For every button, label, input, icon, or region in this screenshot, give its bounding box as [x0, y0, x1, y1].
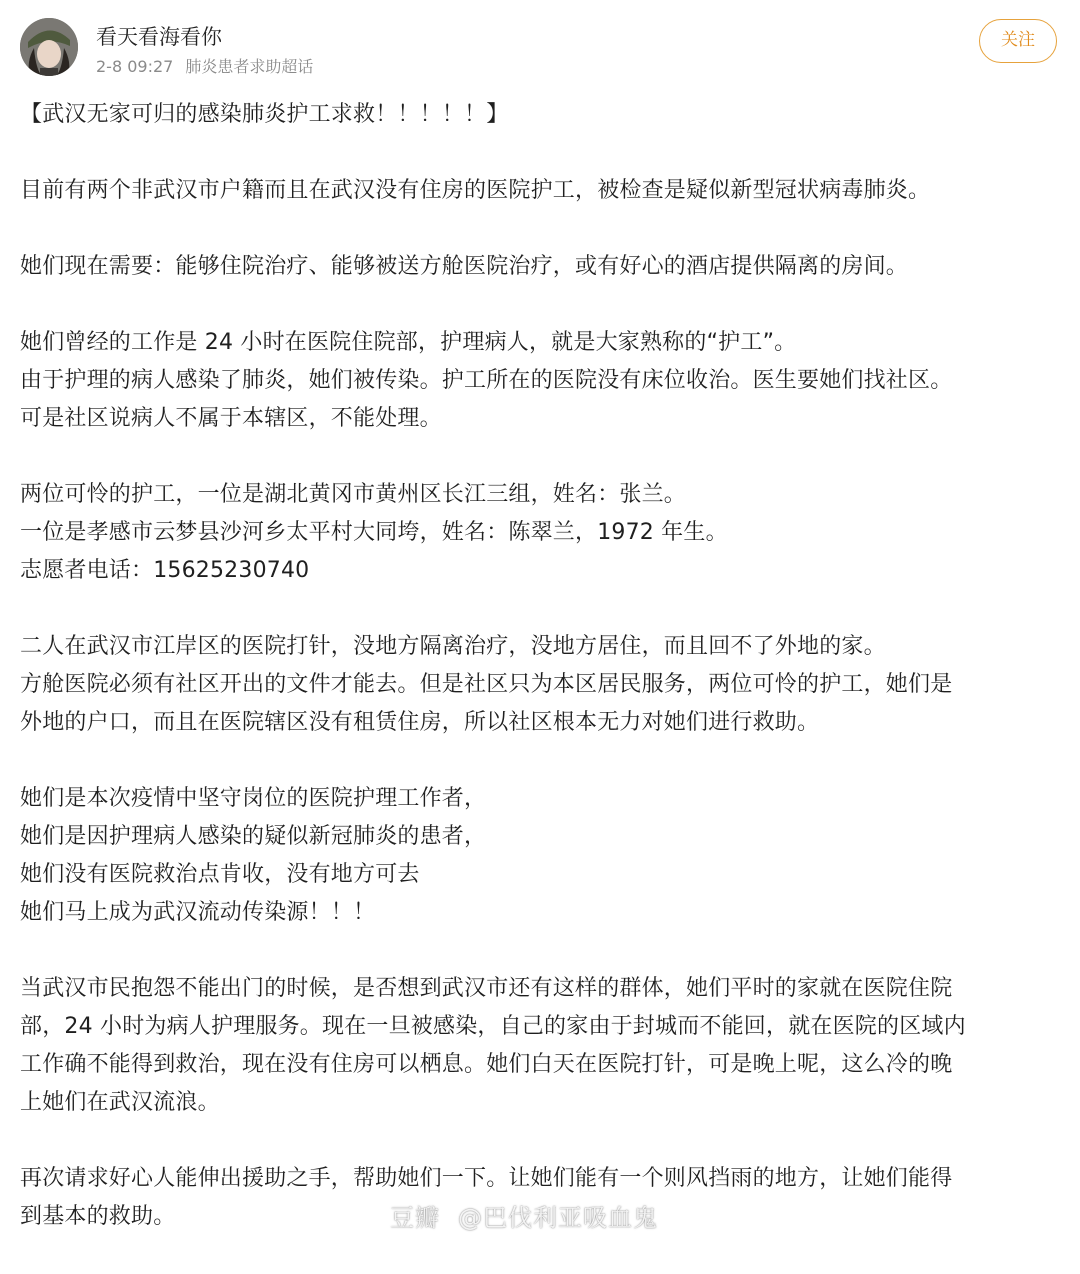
text-line: 工作确不能得到救治，现在没有住房可以栖息。她们白天在医院打针，可是晚上呢，这么冷的晚: [20, 1052, 953, 1077]
text-line: 上她们在武汉流浪。: [20, 1090, 220, 1115]
text-line: 部，24 小时为病人护理服务。现在一旦被感染，自己的家由于封城而不能回，就在医院的区域内: [20, 1014, 966, 1039]
post-source-link[interactable]: 肺炎患者求助超话: [185, 57, 314, 76]
paragraph: [20, 970, 1060, 1122]
paragraph: [20, 248, 1060, 286]
paragraph: [20, 628, 1060, 742]
text-line: 再次请求好心人能伸出援助之手，帮助她们一下。让她们能有一个则风挡雨的地方，让她们能得: [20, 1166, 953, 1191]
paragraph: [20, 780, 1060, 932]
watermark-platform: 豆瓣: [390, 1204, 440, 1232]
avatar[interactable]: [20, 18, 78, 76]
follow-button[interactable]: 关注: [979, 19, 1057, 63]
text-line: 她们曾经的工作是 24 小时在医院住院部，护理病人，就是大家熟称的“护工”。: [20, 330, 797, 355]
paragraph: [20, 324, 1060, 438]
text-line: 可是社区说病人不属于本辖区，不能处理。: [20, 406, 442, 431]
text-line: 两位可怜的护工，一位是湖北黄冈市黄州区长江三组，姓名：张兰。: [20, 482, 687, 507]
text-line: 她们是因护理病人感染的疑似新冠肺炎的患者，: [20, 824, 487, 849]
text-line: 一位是孝感市云梦县沙河乡太平村大同垮，姓名：陈翠兰，1972 年生。: [20, 520, 728, 545]
post-header: [0, 0, 1080, 96]
watermark: [390, 1200, 658, 1236]
avatar-image: [20, 18, 78, 76]
text-line: 她们现在需要：能够住院治疗、能够被送方舱医院治疗，或有好心的酒店提供隔离的房间。: [20, 254, 909, 279]
text-line: 外地的户口，而且在医院辖区没有租赁住房，所以社区根本无力对她们进行救助。: [20, 710, 820, 735]
text-line: 【武汉无家可归的感染肺炎护工求救！！！！！】: [20, 102, 509, 127]
post-meta: [96, 55, 313, 79]
text-line: 她们没有医院救治点肯收，没有地方可去: [20, 862, 420, 887]
paragraph: [20, 476, 1060, 590]
text-line: 她们是本次疫情中坚守岗位的医院护理工作者，: [20, 786, 487, 811]
paragraph: [20, 172, 1060, 210]
watermark-handle: @巴伐利亚吸血鬼: [458, 1204, 658, 1232]
paragraph: [20, 96, 1060, 134]
text-line: 目前有两个非武汉市户籍而且在武汉没有住房的医院护工，被检查是疑似新型冠状病毒肺炎。: [20, 178, 931, 203]
text-line: 当武汉市民抱怨不能出门的时候，是否想到武汉市还有这样的群体，她们平时的家就在医院住院: [20, 976, 953, 1001]
post-body: [20, 96, 1060, 1274]
volunteer-phone[interactable]: 志愿者电话：15625230740: [20, 558, 310, 583]
text-line: 她们马上成为武汉流动传染源！！！: [20, 900, 376, 925]
text-line: 由于护理的病人感染了肺炎，她们被传染。护工所在的医院没有床位收治。医生要她们找社区。: [20, 368, 953, 393]
author-name[interactable]: 看天看海看你: [96, 25, 222, 49]
text-line: 方舱医院必须有社区开出的文件才能去。但是社区只为本区居民服务，两位可怜的护工，她们是: [20, 672, 953, 697]
text-line: 到基本的救助。: [20, 1204, 176, 1229]
post-time: 2-8 09:27: [96, 57, 174, 76]
text-line: 二人在武汉市江岸区的医院打针，没地方隔离治疗，没地方居住，而且回不了外地的家。: [20, 634, 886, 659]
